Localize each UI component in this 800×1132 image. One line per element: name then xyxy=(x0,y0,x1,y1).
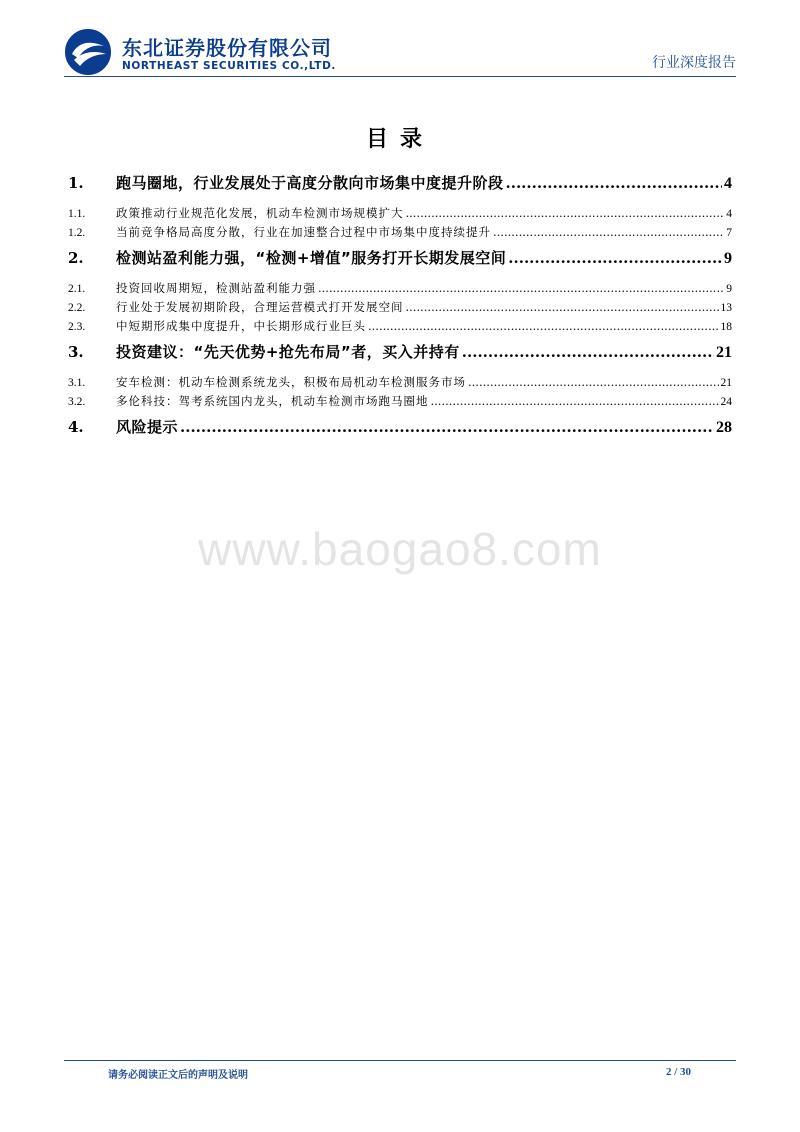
toc-title: 跑马圈地，行业发展处于高度分散向市场集中度提升阶段 xyxy=(116,174,504,192)
toc-entry-section-2-3[interactable] xyxy=(68,318,732,337)
toc-title: 检测站盈利能力强，“检测+增值”服务打开长期发展空间 xyxy=(116,249,507,267)
toc-title: 多伦科技：驾考系统国内龙头，机动车检测市场跑马圈地 xyxy=(116,394,429,408)
toc-entry-section-3[interactable] xyxy=(68,341,732,364)
toc-page-number: 21 xyxy=(716,344,732,361)
toc-entry-section-4[interactable] xyxy=(68,416,732,439)
toc-entry-section-1-2[interactable] xyxy=(68,224,732,243)
toc-title: 政策推动行业规范化发展，机动车检测市场规模扩大 xyxy=(116,206,404,220)
toc-page-number: 4 xyxy=(726,208,732,220)
watermark-text: www.baogao8.com xyxy=(198,523,602,575)
page-title: 目录 xyxy=(365,127,434,152)
toc-page-number: 7 xyxy=(726,227,732,239)
toc-number: 3.1. xyxy=(68,377,86,389)
toc-page-number: 13 xyxy=(720,302,732,314)
toc-leader-dots xyxy=(431,394,719,408)
toc-page-number: 21 xyxy=(720,377,732,389)
footer-divider xyxy=(64,1060,736,1061)
toc-leader-dots xyxy=(406,300,719,314)
toc-leader-dots xyxy=(508,249,722,267)
toc-title: 投资建议：“先天优势+抢先布局”者，买入并持有 xyxy=(116,343,460,361)
company-name-cn: 东北证券股份有限公司 xyxy=(122,36,332,60)
toc-number: 2. xyxy=(68,249,84,267)
toc-number: 2.3. xyxy=(68,321,86,333)
toc-title: 安车检测：机动车检测系统龙头，积极布局机动车检测服务市场 xyxy=(116,375,466,389)
company-logo-icon xyxy=(64,28,112,76)
table-of-contents xyxy=(68,168,732,439)
toc-number: 3. xyxy=(68,343,84,361)
toc-leader-dots xyxy=(462,343,714,361)
toc-entry-section-2-2[interactable] xyxy=(68,299,732,318)
toc-leader-dots xyxy=(368,319,719,333)
toc-leader-dots xyxy=(493,225,724,239)
toc-page-number: 9 xyxy=(726,283,732,295)
toc-leader-dots xyxy=(180,418,714,436)
toc-page-number: 28 xyxy=(716,419,732,436)
toc-title: 投资回收周期短，检测站盈利能力强 xyxy=(116,281,316,295)
toc-number: 3.2. xyxy=(68,396,86,408)
toc-number: 1.1. xyxy=(68,208,86,220)
toc-leader-dots xyxy=(506,174,722,192)
toc-title: 中短期形成集中度提升，中长期形成行业巨头 xyxy=(116,319,366,333)
toc-number: 4. xyxy=(68,418,84,436)
toc-page-number: 4 xyxy=(724,175,732,192)
toc-page-number: 18 xyxy=(720,321,732,333)
toc-entry-section-2-1[interactable] xyxy=(68,280,732,299)
toc-number: 2.1. xyxy=(68,283,86,295)
toc-entry-section-3-1[interactable] xyxy=(68,374,732,393)
toc-leader-dots xyxy=(468,375,719,389)
toc-page-number: 24 xyxy=(720,396,732,408)
footer-disclaimer: 请务必阅读正文后的声明及说明 xyxy=(108,1070,248,1081)
toc-page-number: 9 xyxy=(724,250,732,267)
toc-number: 2.2. xyxy=(68,302,86,314)
toc-entry-section-3-2[interactable] xyxy=(68,393,732,412)
toc-entry-section-1[interactable] xyxy=(68,172,732,195)
toc-title: 当前竞争格局高度分散，行业在加速整合过程中市场集中度持续提升 xyxy=(116,225,491,239)
toc-title: 行业处于发展初期阶段，合理运营模式打开发展空间 xyxy=(116,300,404,314)
toc-leader-dots xyxy=(406,206,725,220)
header-divider xyxy=(64,76,736,77)
footer-page-indicator: 2 / 30 xyxy=(666,1066,692,1078)
report-type-label: 行业深度报告 xyxy=(652,55,736,71)
toc-number: 1. xyxy=(68,174,84,192)
toc-entry-section-2[interactable] xyxy=(68,247,732,270)
toc-entry-section-1-1[interactable] xyxy=(68,205,732,224)
page-header xyxy=(64,28,736,78)
toc-number: 1.2. xyxy=(68,227,86,239)
toc-title: 风险提示 xyxy=(116,418,179,436)
company-name-en: NORTHEAST SECURITIES CO.,LTD. xyxy=(122,60,336,72)
toc-leader-dots xyxy=(318,281,724,295)
